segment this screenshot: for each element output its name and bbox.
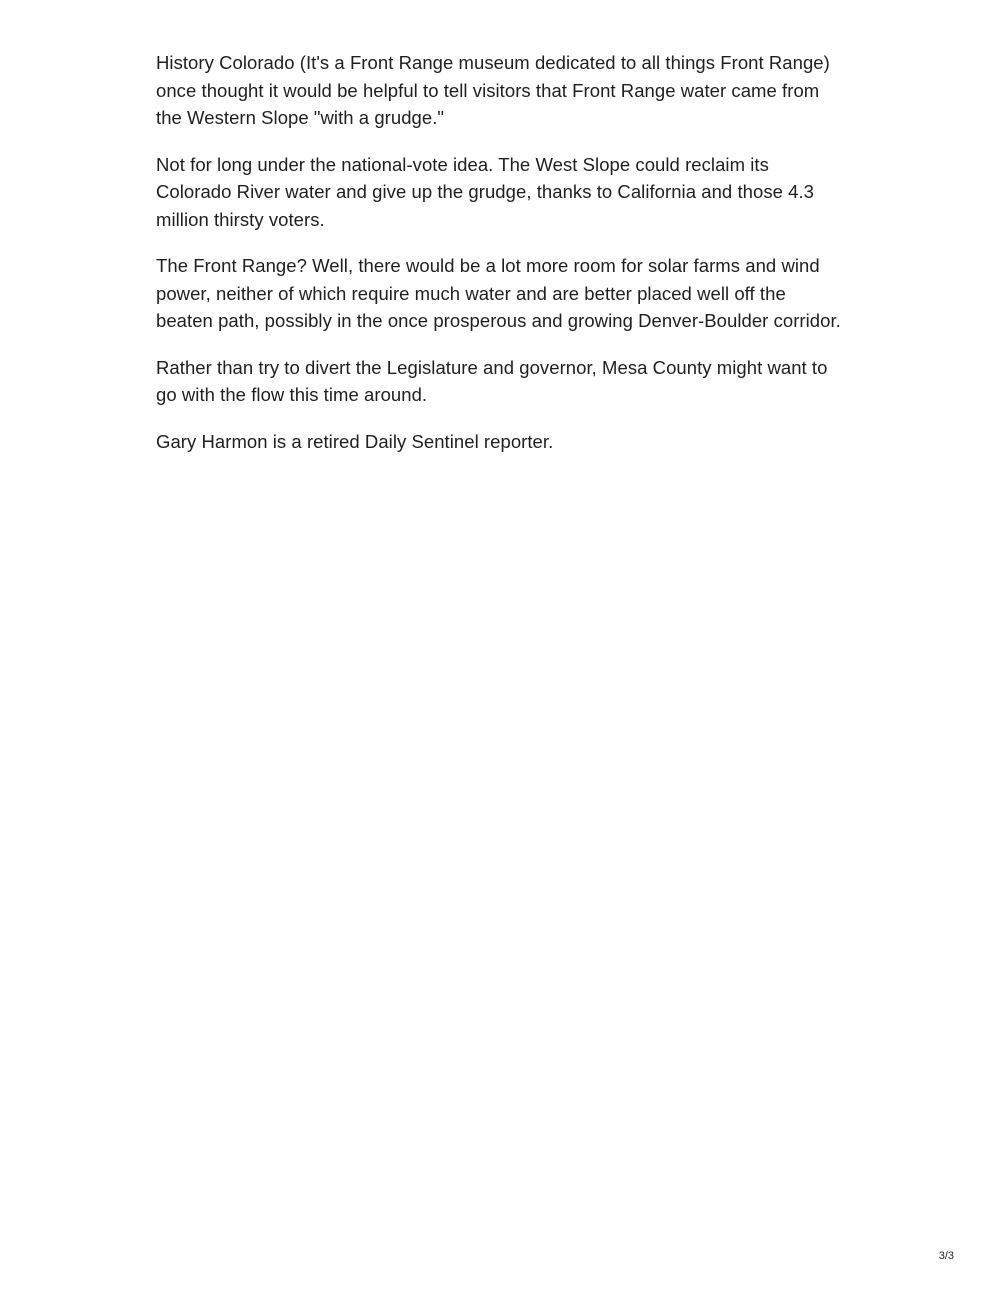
author-bio: Gary Harmon is a retired Daily Sentinel reporter. — [156, 430, 554, 452]
page-number: 3/3 — [938, 1250, 954, 1262]
paragraph-national-vote: Not for long under the national-vote idea. The West Slope could reclaim its Colorado River water and give up the grudge, thanks to California and those 4.3 million thirsty voters. — [156, 153, 815, 230]
paragraph-front-range: The Front Range? Well, there would be a lot more room for solar farms and wind power, neither of which require much water and are better placed well off the beaten path, possibly in the once prosperous and growing Denver-Boulder corridor. — [156, 255, 841, 331]
paragraph-mesa-county: Rather than try to divert the Legislature and governor, Mesa County might want to go with the flow this time around. — [156, 356, 828, 405]
article-body — [156, 49, 846, 474]
paragraph-history-colorado: History Colorado (It's a Front Range museum dedicated to all things Front Range) once thought it would be helpful to tell visitors that Front Range water came from the Western Slope "with a grudge." — [156, 52, 830, 128]
